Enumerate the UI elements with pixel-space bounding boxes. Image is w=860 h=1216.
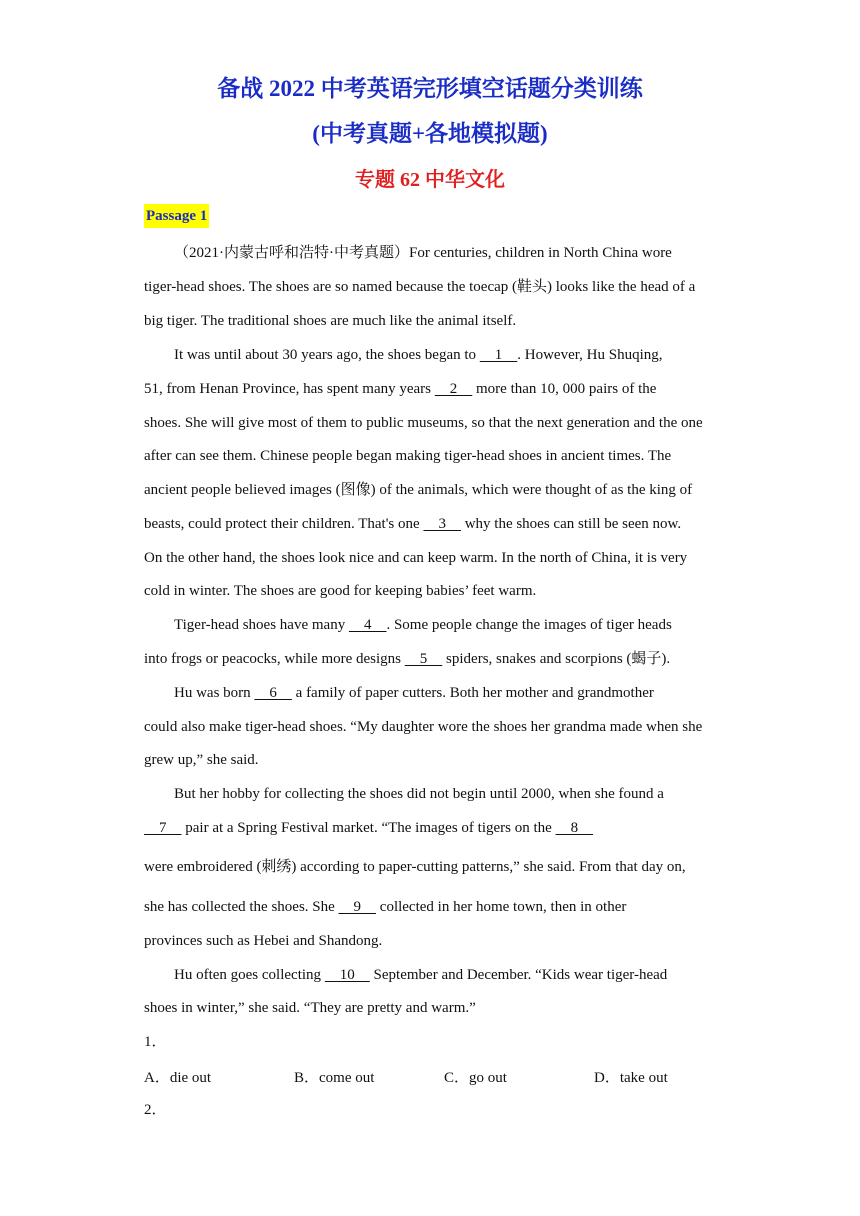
answer-option: A．die out bbox=[144, 1070, 212, 1086]
passage-line: （2021·内蒙古呼和浩特·中考真题）For centuries, children in North China wore bbox=[174, 245, 672, 261]
passage-text: . However, Hu Shuqing, bbox=[517, 347, 663, 363]
passage-line: could also make tiger-head shoes. “My daughter wore the shoes her grandma made when she bbox=[144, 719, 703, 735]
passage-text: It was until about 30 years ago, the shoes began to bbox=[174, 347, 480, 363]
answer-option: B．come out bbox=[294, 1070, 375, 1086]
passage-line bbox=[174, 345, 662, 365]
passage-text: beasts, could protect their children. That's one bbox=[144, 516, 424, 532]
answer-blank: 7 bbox=[144, 820, 182, 836]
passage-text: why the shoes can still be seen now. bbox=[460, 516, 682, 532]
passage-line bbox=[144, 514, 681, 534]
document-title: 备战 2022 中考英语完形填空话题分类训练 bbox=[217, 76, 643, 101]
passage-line bbox=[174, 965, 667, 985]
answer-blank: 9 bbox=[338, 899, 377, 915]
passage-line: provinces such as Hebei and Shandong. bbox=[144, 933, 383, 949]
passage-line: On the other hand, the shoes look nice and can keep warm. In the north of China, it is very bbox=[144, 550, 688, 566]
passage-line: But her hobby for collecting the shoes did not begin until 2000, when she found a bbox=[174, 786, 664, 802]
passage-text: more than 10, 000 pairs of the bbox=[472, 381, 657, 397]
passage-line: shoes in winter,” she said. “They are pretty and warm.” bbox=[144, 1000, 476, 1016]
passage-line: after can see them. Chinese people began making tiger-head shoes in ancient times. The bbox=[144, 448, 672, 464]
passage-label: Passage 1 bbox=[144, 204, 209, 228]
passage-line: tiger-head shoes. The shoes are so named because the toecap (鞋头) looks like the head of a bbox=[144, 279, 696, 295]
answer-blank: 10 bbox=[324, 967, 370, 983]
answer-blank: 6 bbox=[254, 685, 292, 701]
passage-text: Hu often goes collecting bbox=[174, 967, 325, 983]
question-number: 2． bbox=[144, 1102, 167, 1118]
answer-blank: 3 bbox=[423, 516, 461, 532]
answer-blank: 2 bbox=[434, 381, 473, 397]
passage-line bbox=[144, 818, 593, 838]
passage-text: September and December. “Kids wear tiger-head bbox=[369, 967, 668, 983]
passage-line bbox=[144, 379, 656, 399]
passage-text: Hu was born bbox=[174, 685, 255, 701]
answer-blank: 5 bbox=[404, 651, 443, 667]
passage-line: ancient people believed images (图像) of the animals, which were thought of as the king of bbox=[144, 482, 693, 498]
answer-blank: 1 bbox=[479, 347, 518, 363]
passage-text: . Some people change the images of tiger heads bbox=[386, 617, 672, 633]
answer-option: C．go out bbox=[444, 1070, 507, 1086]
passage-line bbox=[144, 649, 670, 669]
passage-text: spiders, snakes and scorpions (蝎子). bbox=[442, 651, 671, 667]
topic-heading: 专题 62 中华文化 bbox=[355, 169, 505, 191]
passage-text: pair at a Spring Festival market. “The images of tigers on the bbox=[181, 820, 556, 836]
answer-blank: 8 bbox=[555, 820, 594, 836]
answer-option: D．take out bbox=[594, 1070, 668, 1086]
passage-line bbox=[144, 897, 626, 917]
passage-text: collected in her home town, then in other bbox=[376, 899, 627, 915]
passage-line bbox=[174, 615, 672, 635]
passage-text: into frogs or peacocks, while more designs bbox=[144, 651, 405, 667]
passage-text: Tiger-head shoes have many bbox=[174, 617, 349, 633]
passage-line: were embroidered (刺绣) according to paper-cutting patterns,” she said. From that day on, bbox=[144, 859, 686, 875]
passage-line bbox=[174, 683, 654, 703]
passage-text: 51, from Henan Province, has spent many years bbox=[144, 381, 435, 397]
passage-line: grew up,” she said. bbox=[144, 752, 259, 768]
question-number: 1． bbox=[144, 1034, 167, 1050]
answer-blank: 4 bbox=[348, 617, 387, 633]
passage-line: big tiger. The traditional shoes are much like the animal itself. bbox=[144, 313, 517, 329]
passage-line: cold in winter. The shoes are good for keeping babies’ feet warm. bbox=[144, 583, 537, 599]
passage-line: shoes. She will give most of them to public museums, so that the next generation and the one bbox=[144, 415, 703, 431]
passage-text: she has collected the shoes. She bbox=[144, 899, 339, 915]
document-subtitle: (中考真题+各地模拟题) bbox=[312, 121, 548, 146]
passage-text: a family of paper cutters. Both her mother and grandmother bbox=[291, 685, 654, 701]
